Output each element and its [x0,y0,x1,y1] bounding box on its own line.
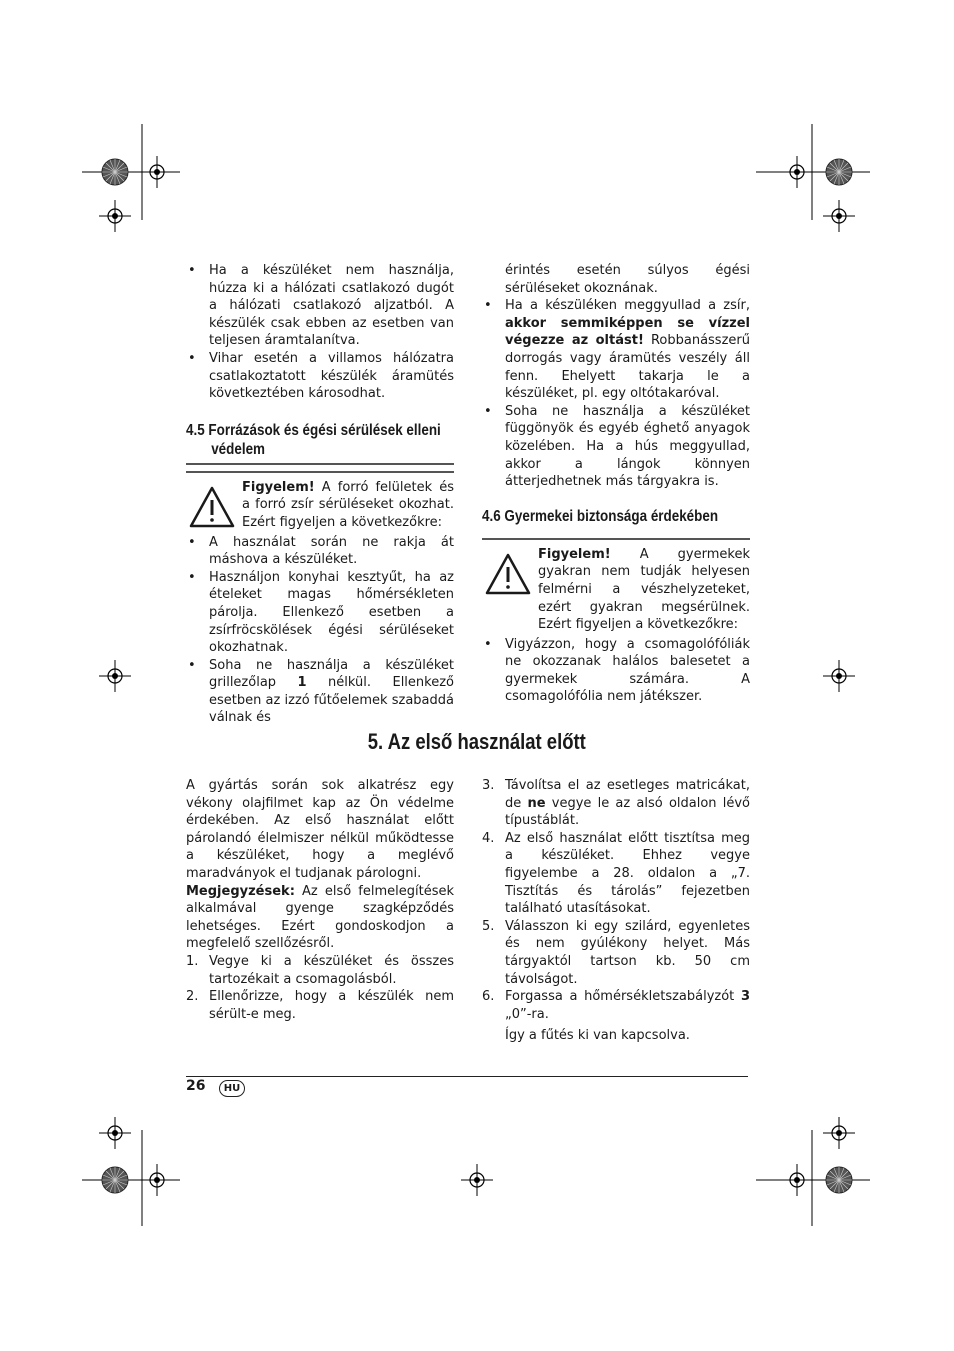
result-text: Így a fűtés ki van kapcsolva. [505,1028,690,1044]
bullet-list-children [482,636,750,706]
section-heading-4-5 [186,421,454,465]
main-heading: 5. Az első használat előtt [367,729,587,754]
list-item: • Soha ne használja a készüléket grillezőlap 1 nélkül. Ellenkező esetben az izzó fűtőelemek szabaddá válnak és [186,657,454,727]
fire-warning-bold: akkor semmiképpen se vízzel végezze az oltást! [505,315,750,349]
warning-label: Figyelem! [538,546,611,562]
warning-box-burns [186,471,454,532]
warning-box-children [482,538,750,634]
list-item: 3. Távolítsa el az esetleges matricákat, de ne vegye le az alsó oldalon lévő típustáblát. [482,778,750,829]
left-column-top [186,262,454,727]
warning-text: A gyermekek gyakran nem tudják helyesen felmérni a vészhelyzeteket, ezért gyakran megsérülnek. Ezért figyeljen a következőkre: [538,546,750,633]
list-item: 6. Forgassa a hőmérsékletszabályzót 3 „0”-ra. [482,989,750,1022]
intro-paragraph: A gyártás során sok alkatrész egy vékony olajfilmet kap az Ön védelme érdekében. Az első használat előtt párolandó élelmiszer nélkül működtesse a készüléket, hogy a meglévő maradványok el tudjanak párologni. [186,778,454,881]
list-item: • Ha a készüléket nem használja, húzza ki a hálózati csatlakozó dugót a hálózati csatlakozó aljzatból. A készülék csak ebben az esetben van teljesen áramtalanítva. [186,262,454,350]
list-item: • Vigyázzon, hogy a csomagolófóliák ne okozzanak halálos balesetet a gyermekek számára. A csomagolófólia nem játékszer. [482,636,750,706]
warning-triangle-icon [484,552,532,596]
list-item: • A használat során ne rakja át máshova a készüléket. [186,534,454,569]
heading-line-1: 4.5 Forrázások és égési sérülések elleni [186,421,441,439]
left-column-bottom [186,777,454,1023]
language-badge: HU [219,1080,245,1097]
list-item: 4. Az első használat előtt tisztítsa meg a készüléket. Ehhez vegye figyelembe a 28. oldalon a „7. Tisztítás és tárolás” fejezetben található utasításokat. [482,830,750,917]
footer-rule [186,1076,748,1077]
right-column-bottom [482,777,750,1045]
list-item: • Használjon konyhai kesztyűt, ha az ételeket magas hőmérsékleten párolja. Ellenkező esetben a zsírfröcskölések égési sérüléseket okozhatnak. [186,569,454,657]
list-item: • Soha ne használja a készüléket függönyök és egyéb éghető anyagok közelében. Ha a hús meggyullad, akkor a lángok könnyen átterjedhetnek más tárgyakra is. [482,403,750,491]
list-item: • Ha a készüléken meggyullad a zsír, akkor semmiképpen se vízzel végezze az oltást! Robbanásszerű dorrogás vagy áramütés veszély áll fenn. Ehelyett takarja le a készüléket, pl. egy oltótakaróval. [482,297,750,403]
warning-triangle-icon [188,485,236,529]
list-item: 5. Válasszon ki egy szilárd, egyenletes és nem gyúlékony helyet. Más tárgyaktól tartson kb. 50 cm távolságot. [482,918,750,987]
list-item: 1. Vegye ki a készüléket és összes tartozékait a csomagolásból. [186,953,454,987]
heading-text: 4.6 Gyermekei biztonsága érdekében [482,507,719,525]
note-label: Megjegyzések: [186,883,295,899]
bullet-list-unplug [186,262,454,403]
page-number: 26 [186,1078,206,1094]
steps-list-1 [186,953,454,1023]
steps-list-2 [482,777,750,1023]
continuation-text: érintés esetén súlyos égési sérüléseket okoznának. [505,263,750,296]
bullet-list-fire [482,297,750,491]
right-column-top [482,262,750,706]
reference-number: 1 [297,675,307,691]
list-item: 2. Ellenőrizze, hogy a készülék nem sérült-e meg. [186,989,454,1022]
note-paragraph: Megjegyzések: Az első felmelegítések alkalmával gyenge szagképződés lehetséges. Ezért gondoskodjon a megfelelő szellőzésről. [186,883,454,952]
warning-text: A forró felületek és a forró zsír sérüléseket okozhat. Ezért figyeljen a következőkre: [242,479,454,530]
bullet-list-burns [186,534,454,728]
heading-line-2: védelem [211,440,265,458]
warning-label: Figyelem! [242,479,315,495]
list-item: • Vihar esetén a villamos hálózatra csatlakoztatott készülék áramütés következtében károsodhat. [186,350,454,403]
section-heading-4-6 [482,507,750,530]
